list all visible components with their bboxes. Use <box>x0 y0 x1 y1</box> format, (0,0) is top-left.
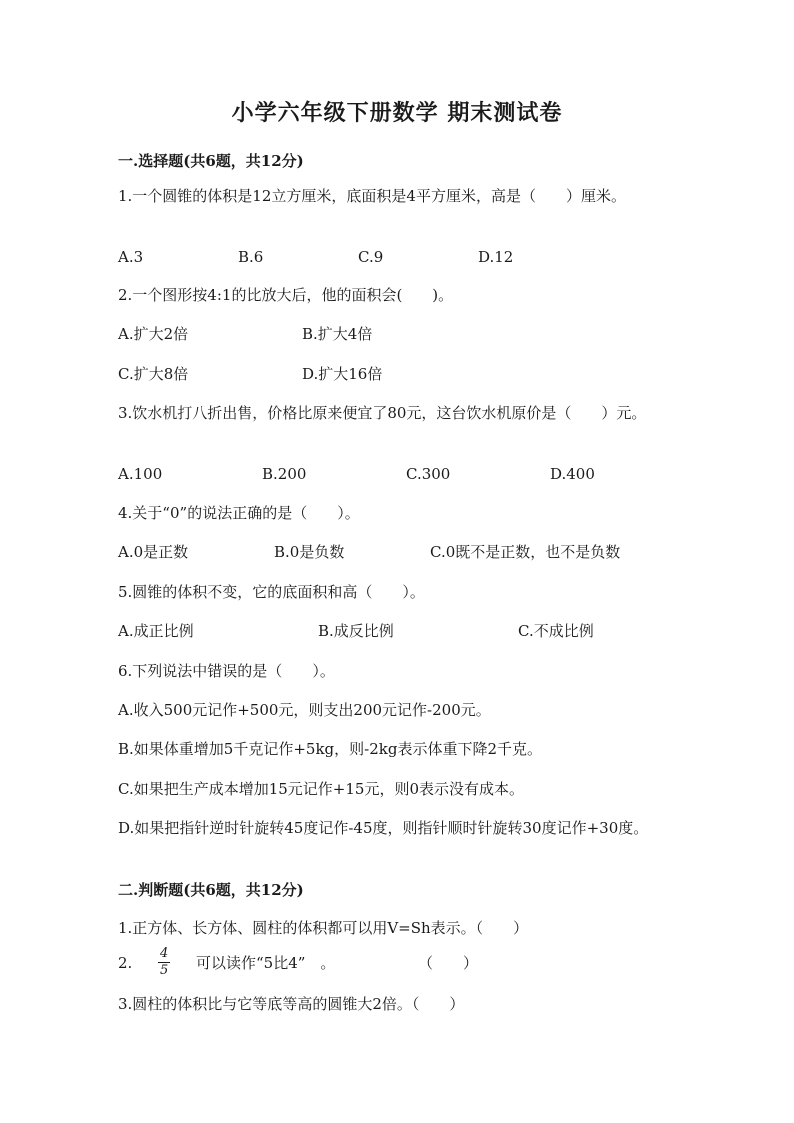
question-5: 5.圆锥的体积不变，它的底面积和高（ ）。 <box>118 583 425 601</box>
judge-question-3: 3.圆柱的体积比与它等底等高的圆锥大2倍。（ ） <box>118 995 465 1013</box>
q4-option-c: C.0既不是正数，也不是负数 <box>430 543 621 561</box>
judge-question-1: 1.正方体、长方体、圆柱的体积都可以用V=Sh表示。（ ） <box>118 919 529 937</box>
q6-option-d: D.如果把指针逆时针旋转45度记作-45度，则指针顺时针旋转30度记作+30度。 <box>118 819 649 837</box>
q5-option-a: A.成正比例 <box>118 622 194 640</box>
section-heading-judgement: 二.判断题(共6题，共12分) <box>118 881 304 899</box>
q2-option-d: D.扩大16倍 <box>302 365 383 383</box>
q5-option-b: B.成反比例 <box>318 622 394 640</box>
q6-option-b: B.如果体重增加5千克记作+5kg，则-2kg表示体重下降2千克。 <box>118 740 542 758</box>
question-1: 1.一个圆锥的体积是12立方厘米，底面积是4平方厘米，高是（ ）厘米。 <box>118 187 626 205</box>
question-2: 2.一个图形按4:1的比放大后，他的面积会( )。 <box>118 286 454 304</box>
q3-option-a: A.100 <box>118 465 163 483</box>
question-3: 3.饮水机打八折出售，价格比原来便宜了80元，这台饮水机原价是（ ）元。 <box>118 404 647 422</box>
question-4: 4.关于“0”的说法正确的是（ ）。 <box>118 504 360 522</box>
fraction-4-5 <box>158 946 170 979</box>
q5-option-c: C.不成比例 <box>518 622 594 640</box>
question-6: 6.下列说法中错误的是（ ）。 <box>118 662 335 680</box>
q6-option-a: A.收入500元记作+500元，则支出200元记作-200元。 <box>118 701 491 719</box>
q1-option-c: C.9 <box>358 248 384 266</box>
q2-option-b: B.扩大4倍 <box>302 325 373 343</box>
page-title: 小学六年级下册数学 期末测试卷 <box>231 100 563 126</box>
q2-option-c: C.扩大8倍 <box>118 365 189 383</box>
q3-option-b: B.200 <box>262 465 307 483</box>
q2-option-a: A.扩大2倍 <box>118 325 189 343</box>
q1-option-a: A.3 <box>118 248 144 266</box>
fraction-numerator: 4 <box>160 946 169 961</box>
q1-option-d: D.12 <box>478 248 514 266</box>
q3-option-d: D.400 <box>550 465 595 483</box>
q4-option-a: A.0是正数 <box>118 543 189 561</box>
q4-option-b: B.0是负数 <box>274 543 345 561</box>
q1-option-b: B.6 <box>238 248 264 266</box>
judge-question-2-number: 2. <box>118 954 133 972</box>
fraction-denominator: 5 <box>160 963 169 978</box>
section-heading-choice: 一.选择题(共6题，共12分) <box>118 152 304 170</box>
q3-option-c: C.300 <box>406 465 451 483</box>
q6-option-c: C.如果把生产成本增加15元记作+15元，则0表示没有成本。 <box>118 780 524 798</box>
judge-question-2-blank: （ ） <box>418 954 479 972</box>
judge-question-2-text: 可以读作“5比4” 。 <box>196 954 336 972</box>
